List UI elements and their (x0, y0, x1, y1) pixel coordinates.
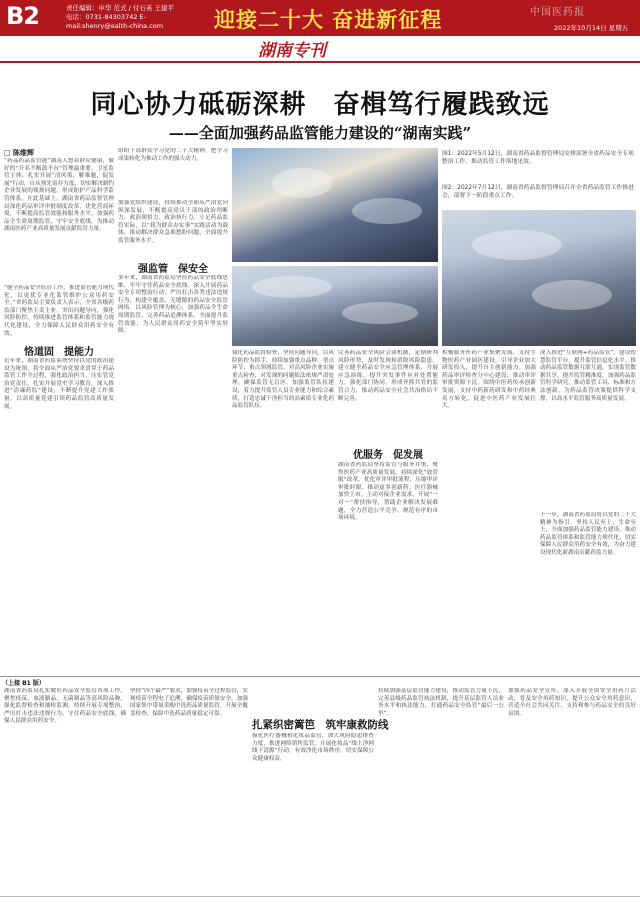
article-col2-a: 加强党组织建设，持续推动全面从严治党向纵深发展，不断提高党员干部的政治判断力、政治领悟力、政治执行力。立足药品监管实际，以“我为群众办实事”实践活动为载体，推动解决群众急难愁盼问题，全面提升监管服务水平。 (118, 200, 228, 244)
continued-tag: （上接 B1 版） (2, 680, 45, 687)
bottom-col-d: 持续加强基层监管能力建设，推动监管力量下沉，完善县级药品监管执法机制，提升基层监管人员业务水平和执法能力，打通药品安全监管“最后一公里”。 (378, 688, 504, 717)
photo-caption-1: 图1：2022年5月12日，湖南省药品监督管理局安排部署全省药品安全专项整治工作，推动监管工作落地见效。 (442, 151, 634, 165)
header-rule (0, 61, 640, 63)
article-col7: 深入推进“互联网+药品监管”，建设智慧监管平台，提升监管信息化水平。推动药品监管数据互联互通，实现监管数据共享，提升监管精准度。加强药品监管科学研究，推动监管工具、标准和方法创新，为药品监管决策提供科学支撑，以高水平监管服务高质量发展。 (540, 350, 636, 402)
bottom-col-b: 坚持“四个最严”要求，加强疫苗全过程监管，实现疫苗全程电子追溯，确保疫苗质量安全。加强国家集中带量采购中选药品质量监管，开展全覆盖检查，保障中选药品质量稳定可靠。 (130, 688, 248, 717)
bottom-col-e: 加强药品安全宣传，深入开展全国安全用药月活动，普及安全用药知识，提升公众安全用药意识，营造全社会共同关注、支持和参与药品安全的良好氛围。 (508, 688, 636, 717)
byline: □ 陈维辉 (4, 149, 35, 157)
page-code: B2 (6, 2, 39, 30)
editor-info: 责任编辑：申华 范式 / 付石英 王建平 电话：0731-84303742 E-mail:shenry@ealth-china.com (66, 4, 174, 30)
photo-meeting-3 (442, 210, 636, 346)
section-title-2: 强监管 保安全 (138, 264, 208, 275)
article-col1-mid: “健全药品安全监管工作，推进监管能力现代化，以更优专业化监管维护公众用药安全。”省药监局主要负责人表示，全省各级药监部门聚焦主责主业，突出问题导向，强化风险防控，持续推进监管体系和监管能力现代化建设，全力保障人民群众用药安全有效。 (4, 285, 114, 337)
article-col4: 完善药品安全风险会商机制，定期研判风险形势，及时发现和消除风险隐患。建立健全药品安全应急管理体系，开展应急演练，提升突发事件应对处置能力。强化部门协同，形成齐抓共管的监管合力，推动药品安全社会共治格局不断完善。 (338, 350, 438, 402)
banner-slogan: 迎接二十大 奋进新征程 (214, 8, 443, 32)
section-title-3: 优服务 促发展 (353, 450, 423, 461)
newspaper-logo: 中国医药报 (530, 7, 585, 18)
article-col5: 湖南省药监局坚持监管与服务并重，聚焦医药产业高质量发展，持续深化“放管服”改革，优化审评审批流程，压缩审评审批时限，推动更多创新药、医疗器械加快上市。主动对接企业需求，开展“一对一”帮扶指导，帮助企业解决发展难题，全力营造公平竞争、规范有序的市场环境。 (338, 462, 438, 522)
footer-rule (0, 896, 640, 897)
photo-meeting-2 (232, 266, 438, 346)
issue-date: 2022年10月14日 星期五 (554, 24, 629, 32)
bottom-headline: 扎紧织密篱笆 筑牢康救防线 (252, 719, 389, 731)
article-col1-top: “药品药品监管能”湖南人想着群众健康，做好的“升名不断鼓不台”管理最重要，卫星监管主体，扎实开展“清风策，解难题，促发展”行动，自从预先寄存力度，切实解决制约企业发展的瓶颈问题，形成防护产品科学监管体系。在此基础上，湖南省药品监督管理局深化药品审评审批制度改革，优化营商环境，不断提高监管效能和服务水平，加强药品全生命周期监管，守牢安全底线，为推动湖南医药产业高质量发展贡献监管力量。 (4, 158, 114, 233)
article-col3: 强化药品监督检查，坚持问题导向，以风险防控为抓手，持续加强重点品种、重点环节、重点领域监管。对高风险企业实施重点检查，对发现的问题依法依规严肃处理，确保监管无盲区。加强监管队伍建设，着力提升监管人员专业能力和综合素质，打造忠诚干净担当的高素质专业化药品监管队伍。 (232, 350, 334, 410)
article-col2-top: 组织干部群众学习党的二十大精神，把学习成果转化为推动工作的强大动力。 (118, 148, 228, 162)
masthead (0, 0, 640, 36)
column-title: 湖南专刊 (258, 41, 326, 61)
headline: 同心协力砥砺深耕 奋楫笃行履践致远 (90, 90, 550, 120)
photo-caption-2: 图2：2022年7月12日，湖南省药品监督管理局召开全省药品监管工作推进会，部署下一阶段重点工作。 (442, 185, 634, 199)
bottom-col-a: 湖南省药监局扎实做好药品安全监管各项工作，聚焦疫苗、血液制品、无菌制品等高风险品种，强化监督检查和抽检监测，持续开展专项整治，严厉打击违法违规行为，守住药品安全底线，确保人民群众用药安全。 (4, 688, 126, 725)
article-col1-bottom: 近年来，湖南省药监系统坚持以党的政治建设为统领，将全面从严治党要求贯穿于药品监管工作全过程，强化政治担当，压实管党治党责任。扎实开展党史学习教育，深入推进“清廉药监”建设，不断提升党建工作质量。以高质量党建引领药品监管高质量发展。 (4, 358, 114, 410)
bottom-col-c: 强化医疗器械和化妆品监管，加大风险隐患排查力度，推进网络销售监管，开展化妆品“线上净网线下清源”行动，有效净化市场秩序，切实保障公众健康权益。 (252, 733, 374, 762)
article-col2-b: 多年来，湖南省药监局坚持药品安全底线思维，牢牢守住药品安全底线。深入开展药品安全专项整治行动，严厉打击各类违法违规行为，构建全覆盖、无缝隙的药品安全监管网络。以风险管理为核心，加强药品全生命周期监管，完善药品追溯体系，全面提升监管效能，为人民群众用药安全筑牢坚实屏障。 (118, 275, 228, 335)
section-divider (0, 676, 640, 677)
photo-meeting-1 (232, 148, 438, 262)
article-col8: 下一步，湖南省药监局将以党的二十大精神为指引，坚持人民至上、生命至上，全面加强药品监管能力建设，推动药品监管体系和监管能力现代化，切实保障人民群众用药安全有效，为奋力建设现代化新湖南贡献药监力量。 (540, 512, 636, 556)
section-title-1: 恪道固 提能力 (24, 347, 94, 358)
article-col6: 积极服务医药产业集聚发展，支持生物医药产业园区建设，引导企业加大研发投入，提升自主创新能力。加强药品审评检查分中心建设，推动审评审批资源下沉。围绕中医药传承创新发展，支持中药新药研发和中药经典名方转化，促进中医药产业发展壮大。 (442, 350, 536, 410)
subheadline: ——全面加强药品监管能力建设的“湖南实践” (168, 124, 472, 142)
